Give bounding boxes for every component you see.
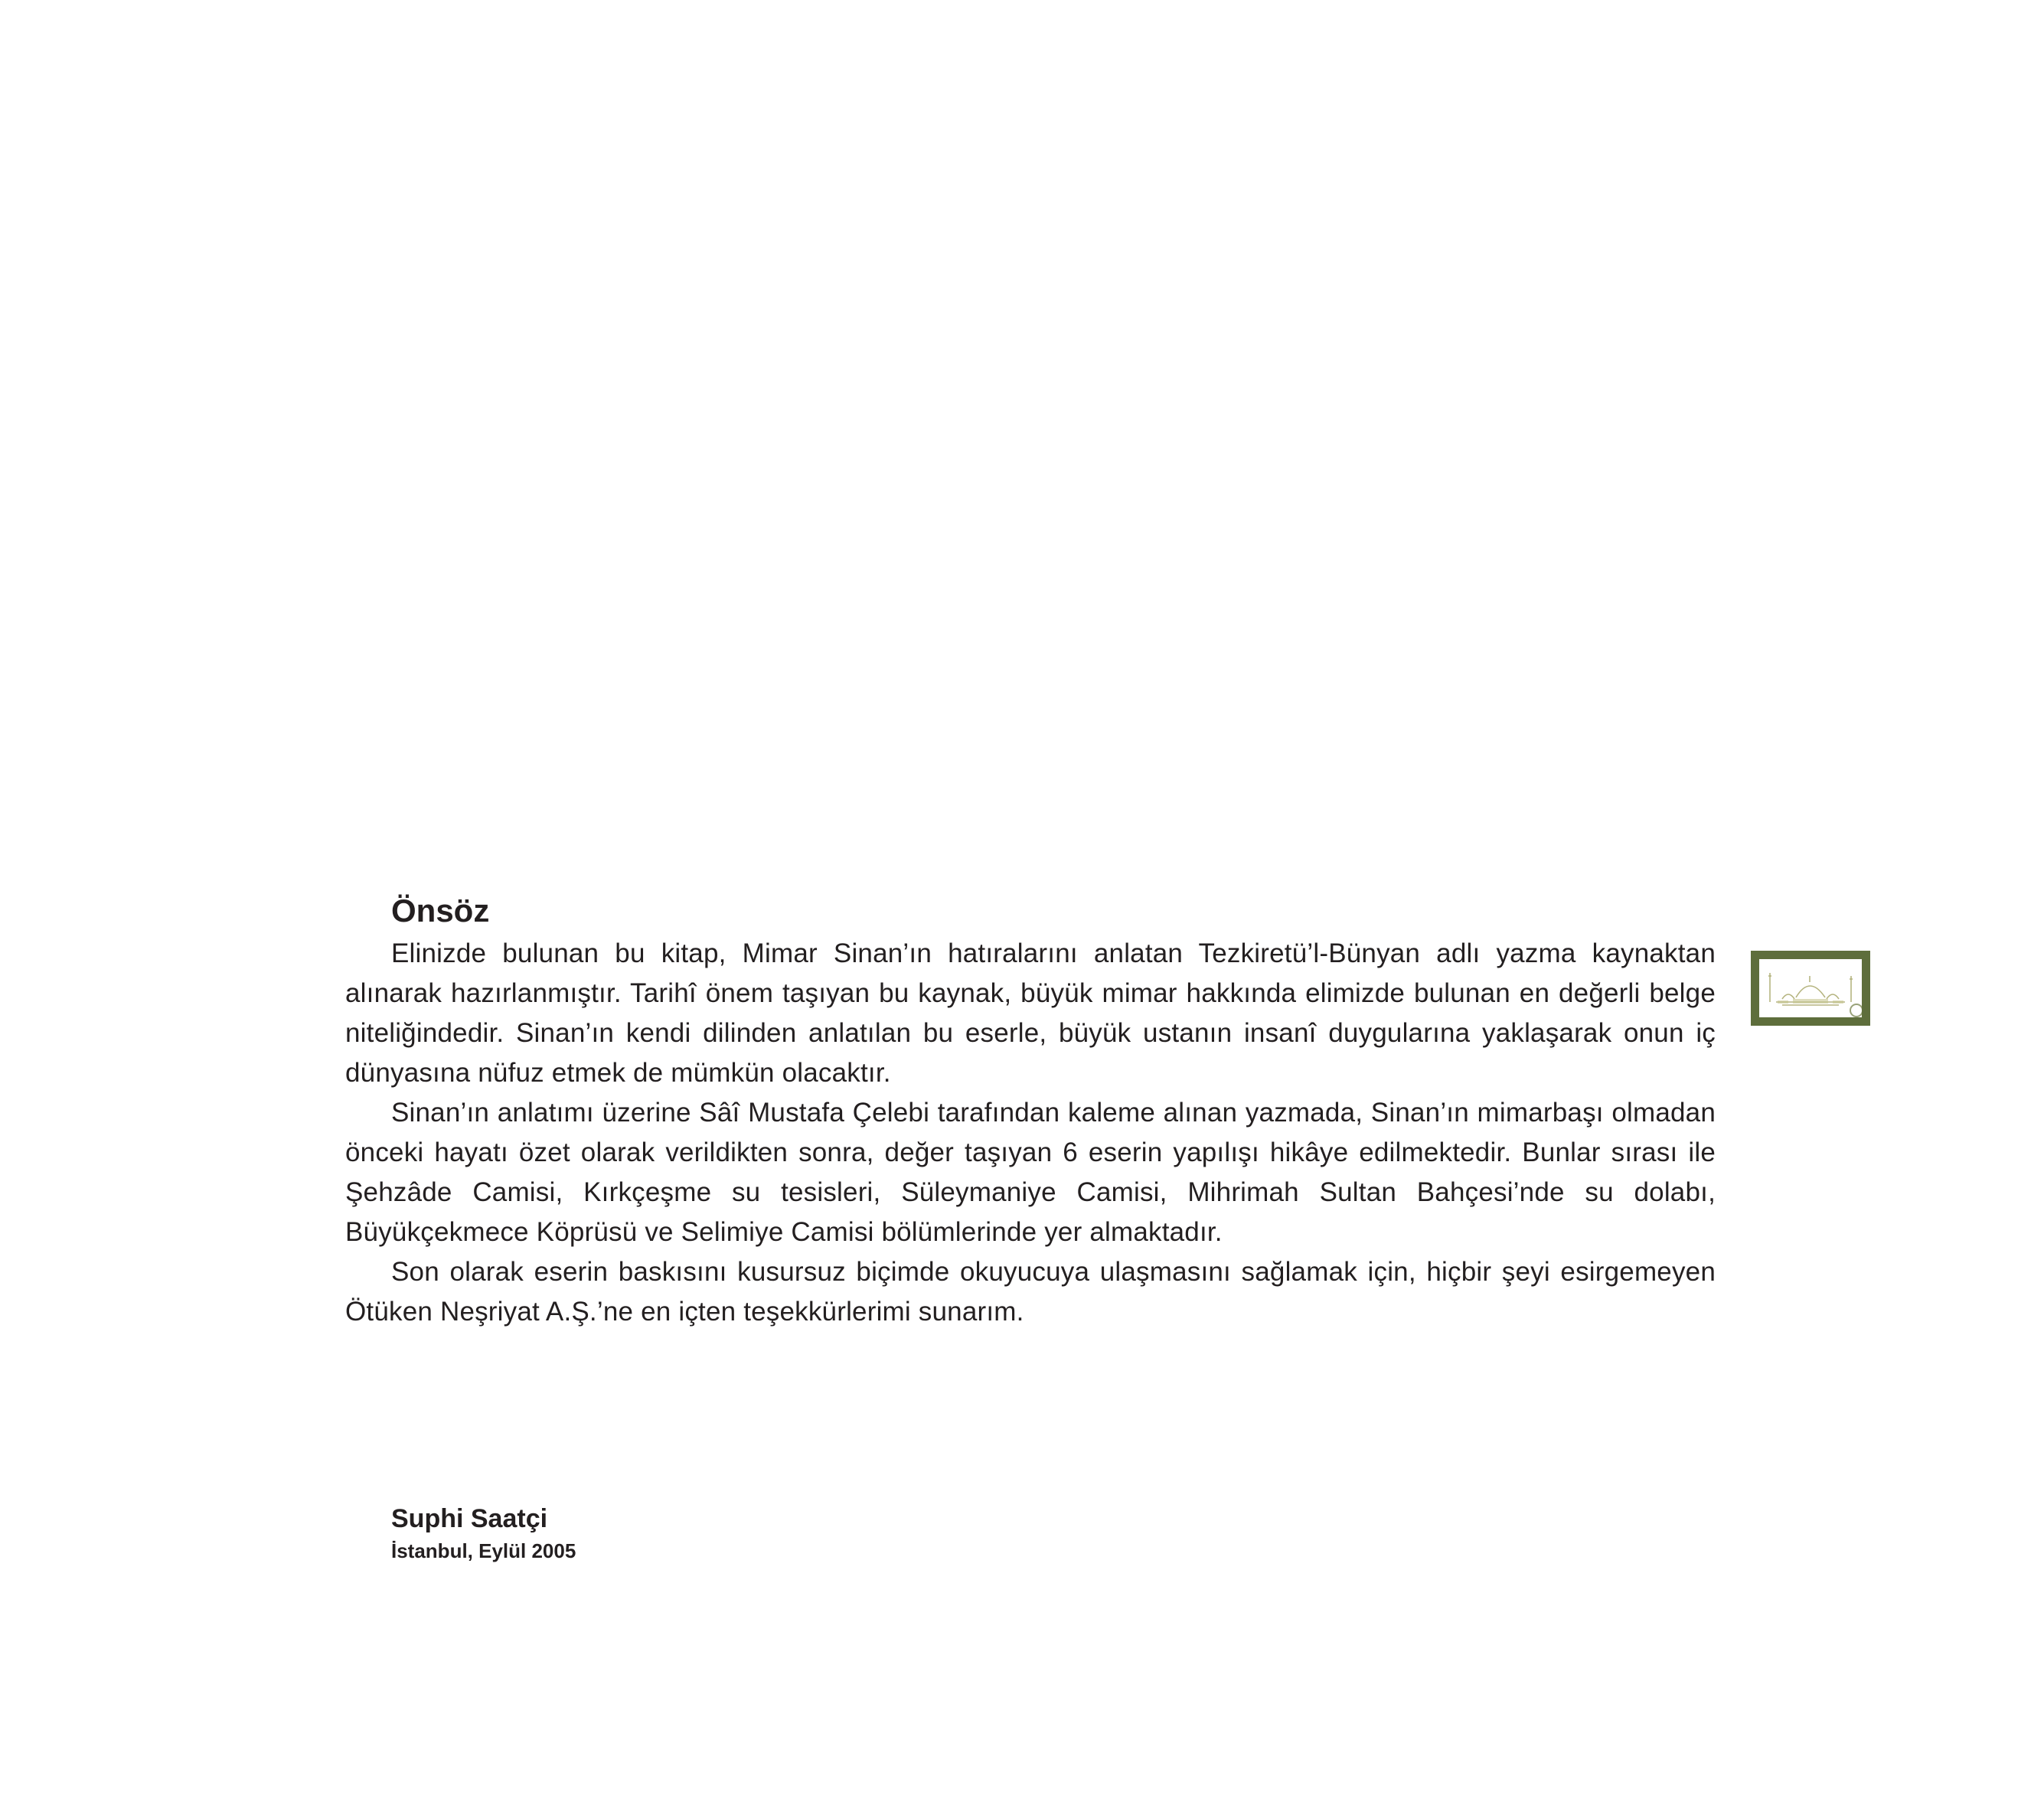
thumbnail-frame — [1751, 951, 1870, 1026]
signature-block — [391, 1500, 576, 1565]
author-name: Suphi Saatçi — [391, 1504, 548, 1533]
mosque-sketch-icon — [1759, 959, 1862, 1017]
preface-title: Önsöz — [391, 893, 490, 929]
corner-dot-icon — [1850, 1004, 1862, 1017]
preface-body — [345, 934, 1716, 1332]
preface-paragraph: Elinizde bulunan bu kitap, Mimar Sinan’ın hatıralarını anlatan Tezkiretü’l-Bünyan adlı yazma kaynaktan alınarak hazırlanmıştır. Tarihî önem taşıyan bu kaynak, büyük mimar hakkında elimizde bulunan en değerli belge niteliğindedir. Sinan’ın kendi dilinden anlatılan bu eserle, büyük ustanın insanî duygularına yaklaşarak onun iç dünyasına nüfuz etmek de mümkün olacaktır. — [345, 938, 1716, 1088]
preface-paragraph: Son olarak eserin baskısını kusursuz biçimde okuyucuya ulaşmasını sağlamak için, hiçbir şeyi esirgemeyen Ötüken Neşriyat A.Ş.’ne en içten teşekkürlerimi sunarım. — [345, 1257, 1716, 1327]
preface-paragraph: Sinan’ın anlatımı üzerine Sâî Mustafa Çelebi tarafından kaleme alınan yazmada, Sinan’ın mimarbaşı olmadan önceki hayatı özet olarak verildikten sonra, değer taşıyan 6 eserin yapılışı hikâye edilmektedir. Bunlar sırası ile Şehzâde Camisi, Kırkçeşme su tesisleri, Süleymaniye Camisi, Mihrimah Sultan Bahçesi’nde su dolabı, Büyükçekmece Köprüsü ve Selimiye Camisi bölümlerinde yer almaktadır. — [345, 1098, 1716, 1247]
place-date: İstanbul, Eylül 2005 — [391, 1539, 576, 1562]
